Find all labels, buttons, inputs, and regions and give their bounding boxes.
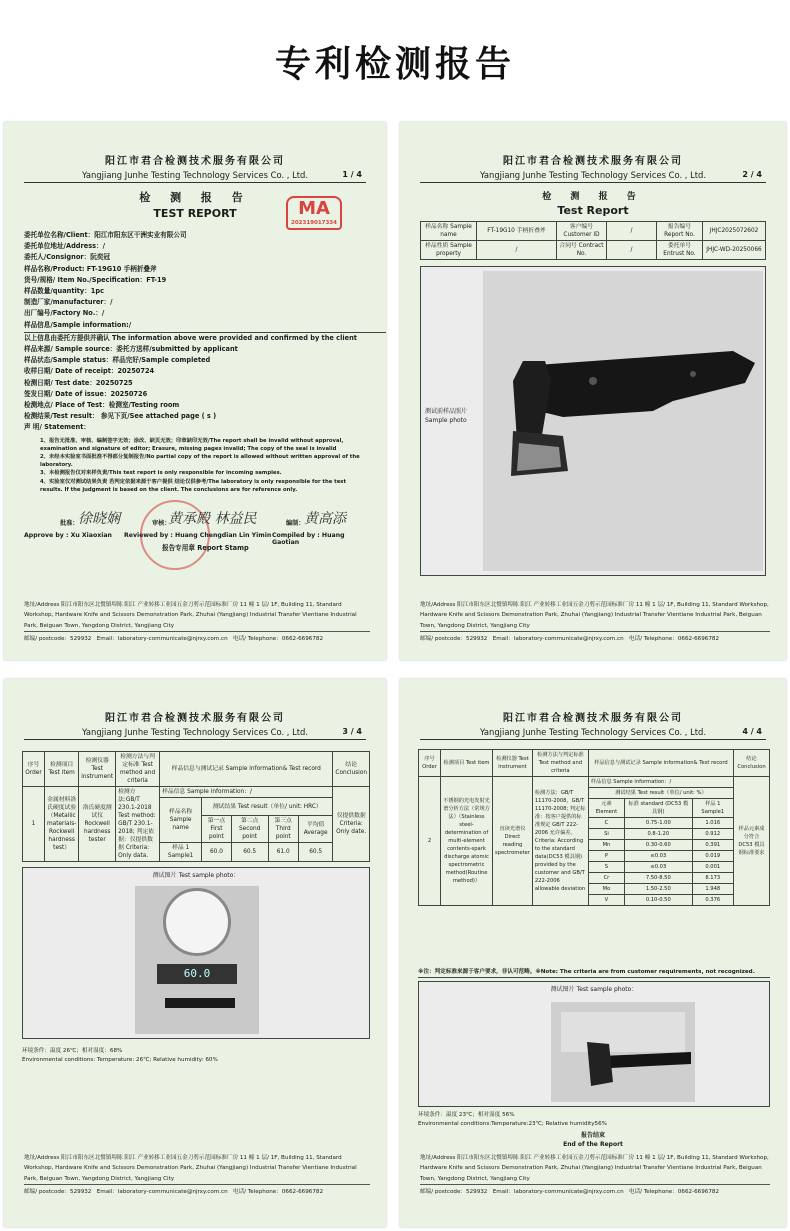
table-row: Si 0.8-1.20 0.912 [419,829,770,840]
criteria-note: ※注：判定标准来源于客户要求，非认可范畴。※Note: The criteria are from customer requirements, not recognized. [418,967,770,978]
page-footer [24,1153,370,1198]
company-name-cn: 阳江市君合检测技术服务有限公司 [503,156,683,167]
footer-postcode: 邮编/ postcode：529932 [24,1189,92,1196]
company-name-cn: 阳江市君合检测技术服务有限公司 [503,713,683,724]
company-name-en: Yangjiang Junhe Testing Technology Services Co. , Ltd. 3 / 4 [24,727,366,740]
footer-postcode: 邮编/ postcode：529932 [24,636,92,643]
note-2: 2、未经本实验室书面批准不得部分复制报告/No partial copy of the report is allowed without written approval of the laboratory. [40,454,360,469]
field-item-no: 货号/规格/ Item No./Specification：FT-19 [24,275,167,284]
field-result: 检测结果/Test result： 参见下页/See attached page ( s ) [24,412,217,421]
field-manufacturer: 制造厂家/manufacturer：/ [24,298,113,307]
field-sample-source: 样品来源/ Sample source：委托方送样/submitted by applicant [24,345,238,354]
table-row: 1 金属材料洛氏硬度试验（Metallic materials-Rockwell hardness test） 洛氏硬度测试仪 Rockwell hardness tester 检测方法:GB/T 230.1-2018 Test method: GB/T 230.1-2018; 判定依据：仅提供数据 Criteria: Only data. 样品信息 Sample information：/ 仅提供数据 Criteria: Only date. [23,787,370,798]
table-row: Mn 0.30-0.60 0.391 [419,840,770,851]
table-row: C 0.75-1.00 1.016 [419,818,770,829]
test-photo-section [22,867,370,1039]
environment-conditions: 环境条件：温度 26℃；相对湿度：68% Environmental conditions: Temperature: 26℃; Relative humidity: 60% [22,1048,218,1063]
table-header-row: 序号 Order 检测项目 Test item 检测仪器 Test instrument 检测方法与判定标准 Test method and criteria 样品信息与测试记录 Sample information& Test record 结论 Conclusion [23,752,370,787]
report-page-4 [400,679,786,1227]
page-footer [420,1153,770,1198]
report-stamp-label: 报告专用章 Report Stamp [162,544,249,553]
page-number: 3 / 4 [342,727,362,736]
hardness-test-table [22,751,370,862]
sample-photo-label: 测试前样品照片 Sample photo [425,408,468,424]
field-sample-status: 样品状态/Sample status：样品完好/Sample completed [24,356,211,365]
table-row: S ≤0.03 0.001 [419,862,770,873]
page-footer [24,600,370,645]
report-title-en: Test Report [557,204,629,217]
footer-address: 地址/Address 阳江市阳东区北惯镇埠陈 阳江 产业转移工业园五金刀剪示范园标准厂房 11 幢 1 层/ 1F, Building 11, Standard Workshop, Hardware Knife and Scissors Demonstration Park, Zhuhai (Yangjiang) Industrial Transfer Vientiane Industrial Park, Beiguan Town, Yangdong District, Yangjiang City [24,600,370,632]
compiled-by: Compiled by : Huang Gaotian [272,532,345,547]
table-row: 样品 1 Sample1 60.0 60.5 61.0 60.5 [23,843,370,862]
test-photo-label: 测试图片 Test sample photo： [152,872,240,879]
report-page-2 [400,122,786,660]
report-title-cn: 检 测 报 告 [542,192,644,202]
axe-on-spectrometer-icon [551,1002,695,1102]
sample-photo-section [420,266,766,576]
sample-photo [483,271,763,571]
approve-by: Approve by : Xu Xiaoxian [24,532,112,540]
report-fields [24,230,386,434]
blade-icon [165,998,235,1008]
table-row: 样品名称 Sample name FT-19G10 手柄折叠斧 客户编号 Customer ID / 报告编号 Report No. JHJC2025072602 [421,222,766,241]
field-place: 检测地点/ Place of Test：检测室/Testing room [24,401,180,410]
footer-email: Email：laboratory-communicate@njrxy.com.cn [96,636,228,643]
table-row: 元素 Element 标准 standard (DC53 模具钢) 样品 1 Sample1 [419,799,770,818]
note-1: 1、报告无批准、审核、编制签字无效；涂改、缺页无效；印章缺印无效/The report shall be invalid without approval, examination and signature of editor; Erasure, missing pages invalid; The copy of the seal is invalid [40,437,344,452]
footer-telephone: 电话/ Telephone：0662-6696782 [628,1189,720,1196]
page-title: 专利检测报告 [274,44,515,85]
footer-telephone: 电话/ Telephone：0662-6696782 [628,636,720,643]
table-header-row: 序号 Order 检测项目 Test item 检测仪器 Test instrument 检测方法与判定标准 Test method and criteria 样品信息与测试记录 Sample information& Test record 结论 Conclusion [419,750,770,777]
note-4: 4、实验室仅对测试结果负责 若判定依据来源于客户提供 结论仅供参考/The laboratory is only responsible for the test results. If the judgment is based on the client. The conclusions are for reference only. [40,478,346,493]
approve-label: 批准： [60,520,79,528]
page-number: 4 / 4 [742,727,762,736]
field-date-issue: 签发日期/ Date of issue：20250726 [24,389,148,398]
table-row: 样品名称 Sample name 测试结果 Test result（单位/ unit: HRC） [23,798,370,816]
hardness-tester-photo [135,886,259,1034]
footer-postcode: 邮编/ postcode：529932 [420,1189,488,1196]
compile-label: 编制： [286,520,305,528]
footer-telephone: 电话/ Telephone：0662-6696782 [232,636,324,643]
review-label: 审核： [152,520,171,528]
reviewer-signature: 黄承殿 林益民 [168,511,257,528]
field-client: 委托单位名称/Client：阳江市阳东区干洲实业有限公司 [24,231,187,239]
field-factory-no: 出厂编号/Factory No.：/ [24,309,105,318]
folding-axe-icon [483,271,763,571]
company-name-cn: 阳江市君合检测技术服务有限公司 [105,156,285,167]
footer-email: Email：laboratory-communicate@njrxy.com.cn [96,1189,228,1196]
spectrometer-photo [551,1002,695,1102]
note-3: 3、本检测报告仅对来样负责/This test report is only responsible for incoming samples. [40,470,282,477]
field-consignor: 委托人/Consignor：阮奕冠 [24,253,111,262]
footer-email: Email：laboratory-communicate@njrxy.com.cn [492,1189,624,1196]
hardness-display: 60.0 [157,964,237,984]
table-row: 样品性质 Sample property / 合同号 Contract No. / 委托单号 Entrust No. JHJC-WD-20250066 [421,241,766,260]
report-title-cn: 检 测 报 告 [139,191,251,204]
statement-notes [40,437,366,494]
field-sample-info: 样品信息/Sample information:/ [24,320,132,329]
table-row: 第一点 First point 第二点 Second point 第三点 Third point 平均值 Average [23,816,370,843]
end-of-report: 报告结束 End of the Report [563,1132,623,1148]
page-footer [420,600,770,645]
footer-telephone: 电话/ Telephone：0662-6696782 [232,1189,324,1196]
cma-mark-icon: MA 202319017334 [286,196,342,230]
table-row: 2 不锈钢的光电发射光谱分析方法（常规方法）（Stainless steel-determination of multi-element contents-spark discharge atomic spectrometric method(Routine method)） 直读光谱仪 Direct reading spectrometer 检测方法：GB/T 11170-2008，GB/T 11170-2008; 判定标准：按客户提供的标准规定 GB/T 222-2006 允许偏差。 Criteria: According to the standard data(DC53 模具钢) provided by the customer and GB/T 222-2006 allowable deviation 样品信息 Sample information：/ 样品元素成分符合 DC53 模具钢标准要求 [419,777,770,788]
field-test-date: 检测日期/ Test date：20250725 [24,378,133,387]
signature-area [24,506,366,553]
footer-email: Email：laboratory-communicate@njrxy.com.cn [492,636,624,643]
company-name-en: Yangjiang Junhe Testing Technology Services Co. , Ltd. 2 / 4 [420,170,766,183]
compiler-signature: 黄高添 [304,511,346,528]
field-quantity: 样品数量/quantity：1pc [24,287,105,296]
page-number: 1 / 4 [342,170,362,179]
field-confirmation: 以上信息由委托方提供并确认 The information above were provided and confirmed by the client [24,332,386,344]
footer-postcode: 邮编/ postcode：529932 [420,636,488,643]
company-name-en: Yangjiang Junhe Testing Technology Services Co. , Ltd. 4 / 4 [420,727,766,740]
table-row: Cr 7.50-8.50 8.173 [419,873,770,884]
company-name-en: Yangjiang Junhe Testing Technology Services Co. , Ltd. 1 / 4 [24,170,366,183]
footer-address: 地址/Address 阳江市阳东区北惯镇埠陈 阳江 产业转移工业园五金刀剪示范园标准厂房 11 幢 1 层/ 1F, Building 11, Standard Workshop, Hardware Knife and Scissors Demonstration Park, Zhuhai (Yangjiang) Industrial Transfer Vientiane Industrial Park, Beiguan Town, Yangdong District, Yangjiang City [420,1153,770,1185]
table-row: Mo 1.50-2.50 1.948 [419,884,770,895]
spectrometer-test-table [418,749,770,906]
test-photo-section [418,981,770,1107]
reviewed-by: Reviewed by : Huang Chengdian Lin Yimin [124,532,272,540]
footer-address: 地址/Address 阳江市阳东区北惯镇埠陈 阳江 产业转移工业园五金刀剪示范园标准厂房 11 幢 1 层/ 1F, Building 11, Standard Workshop, Hardware Knife and Scissors Demonstration Park, Zhuhai (Yangjiang) Industrial Transfer Vientiane Industrial Park, Beiguan Town, Yangdong District, Yangjiang City [420,600,770,632]
report-page-1 [4,122,386,660]
sample-info-table [420,221,766,260]
cma-number: 202319017334 [291,220,337,226]
company-name-cn: 阳江市君合检测技术服务有限公司 [105,713,285,724]
table-row: 测试结果 Test result（单位/ unit: %） [419,788,770,799]
field-product: 样品名称/Product: FT-19G10 手柄折叠斧 [24,264,157,273]
field-date-receipt: 收样日期/ Date of receipt：20250724 [24,367,155,376]
field-address: 委托单位地址/Address：/ [24,242,106,251]
page-number: 2 / 4 [742,170,762,179]
table-row: P ≤0.03 0.019 [419,851,770,862]
gauge-dial-icon [163,888,231,956]
approver-signature: 徐晓娴 [78,511,120,528]
test-photo-label: 测试图片 Test sample photo： [550,986,638,993]
report-title-en: TEST REPORT [153,207,237,220]
environment-conditions: 环境条件：温度 23℃；相对湿度 56% Environmental conditions:Temperature:23℃; Relative humidity56% [418,1112,607,1127]
report-page-3 [4,679,386,1227]
field-statement: 声 明/ Statement： [24,423,90,432]
footer-address: 地址/Address 阳江市阳东区北惯镇埠陈 阳江 产业转移工业园五金刀剪示范园标准厂房 11 幢 1 层/ 1F, Building 11, Standard Workshop, Hardware Knife and Scissors Demonstration Park, Zhuhai (Yangjiang) Industrial Transfer Vientiane Industrial Park, Beiguan Town, Yangdong District, Yangjiang City [24,1153,370,1185]
table-row: V 0.10-0.50 0.376 [419,895,770,906]
